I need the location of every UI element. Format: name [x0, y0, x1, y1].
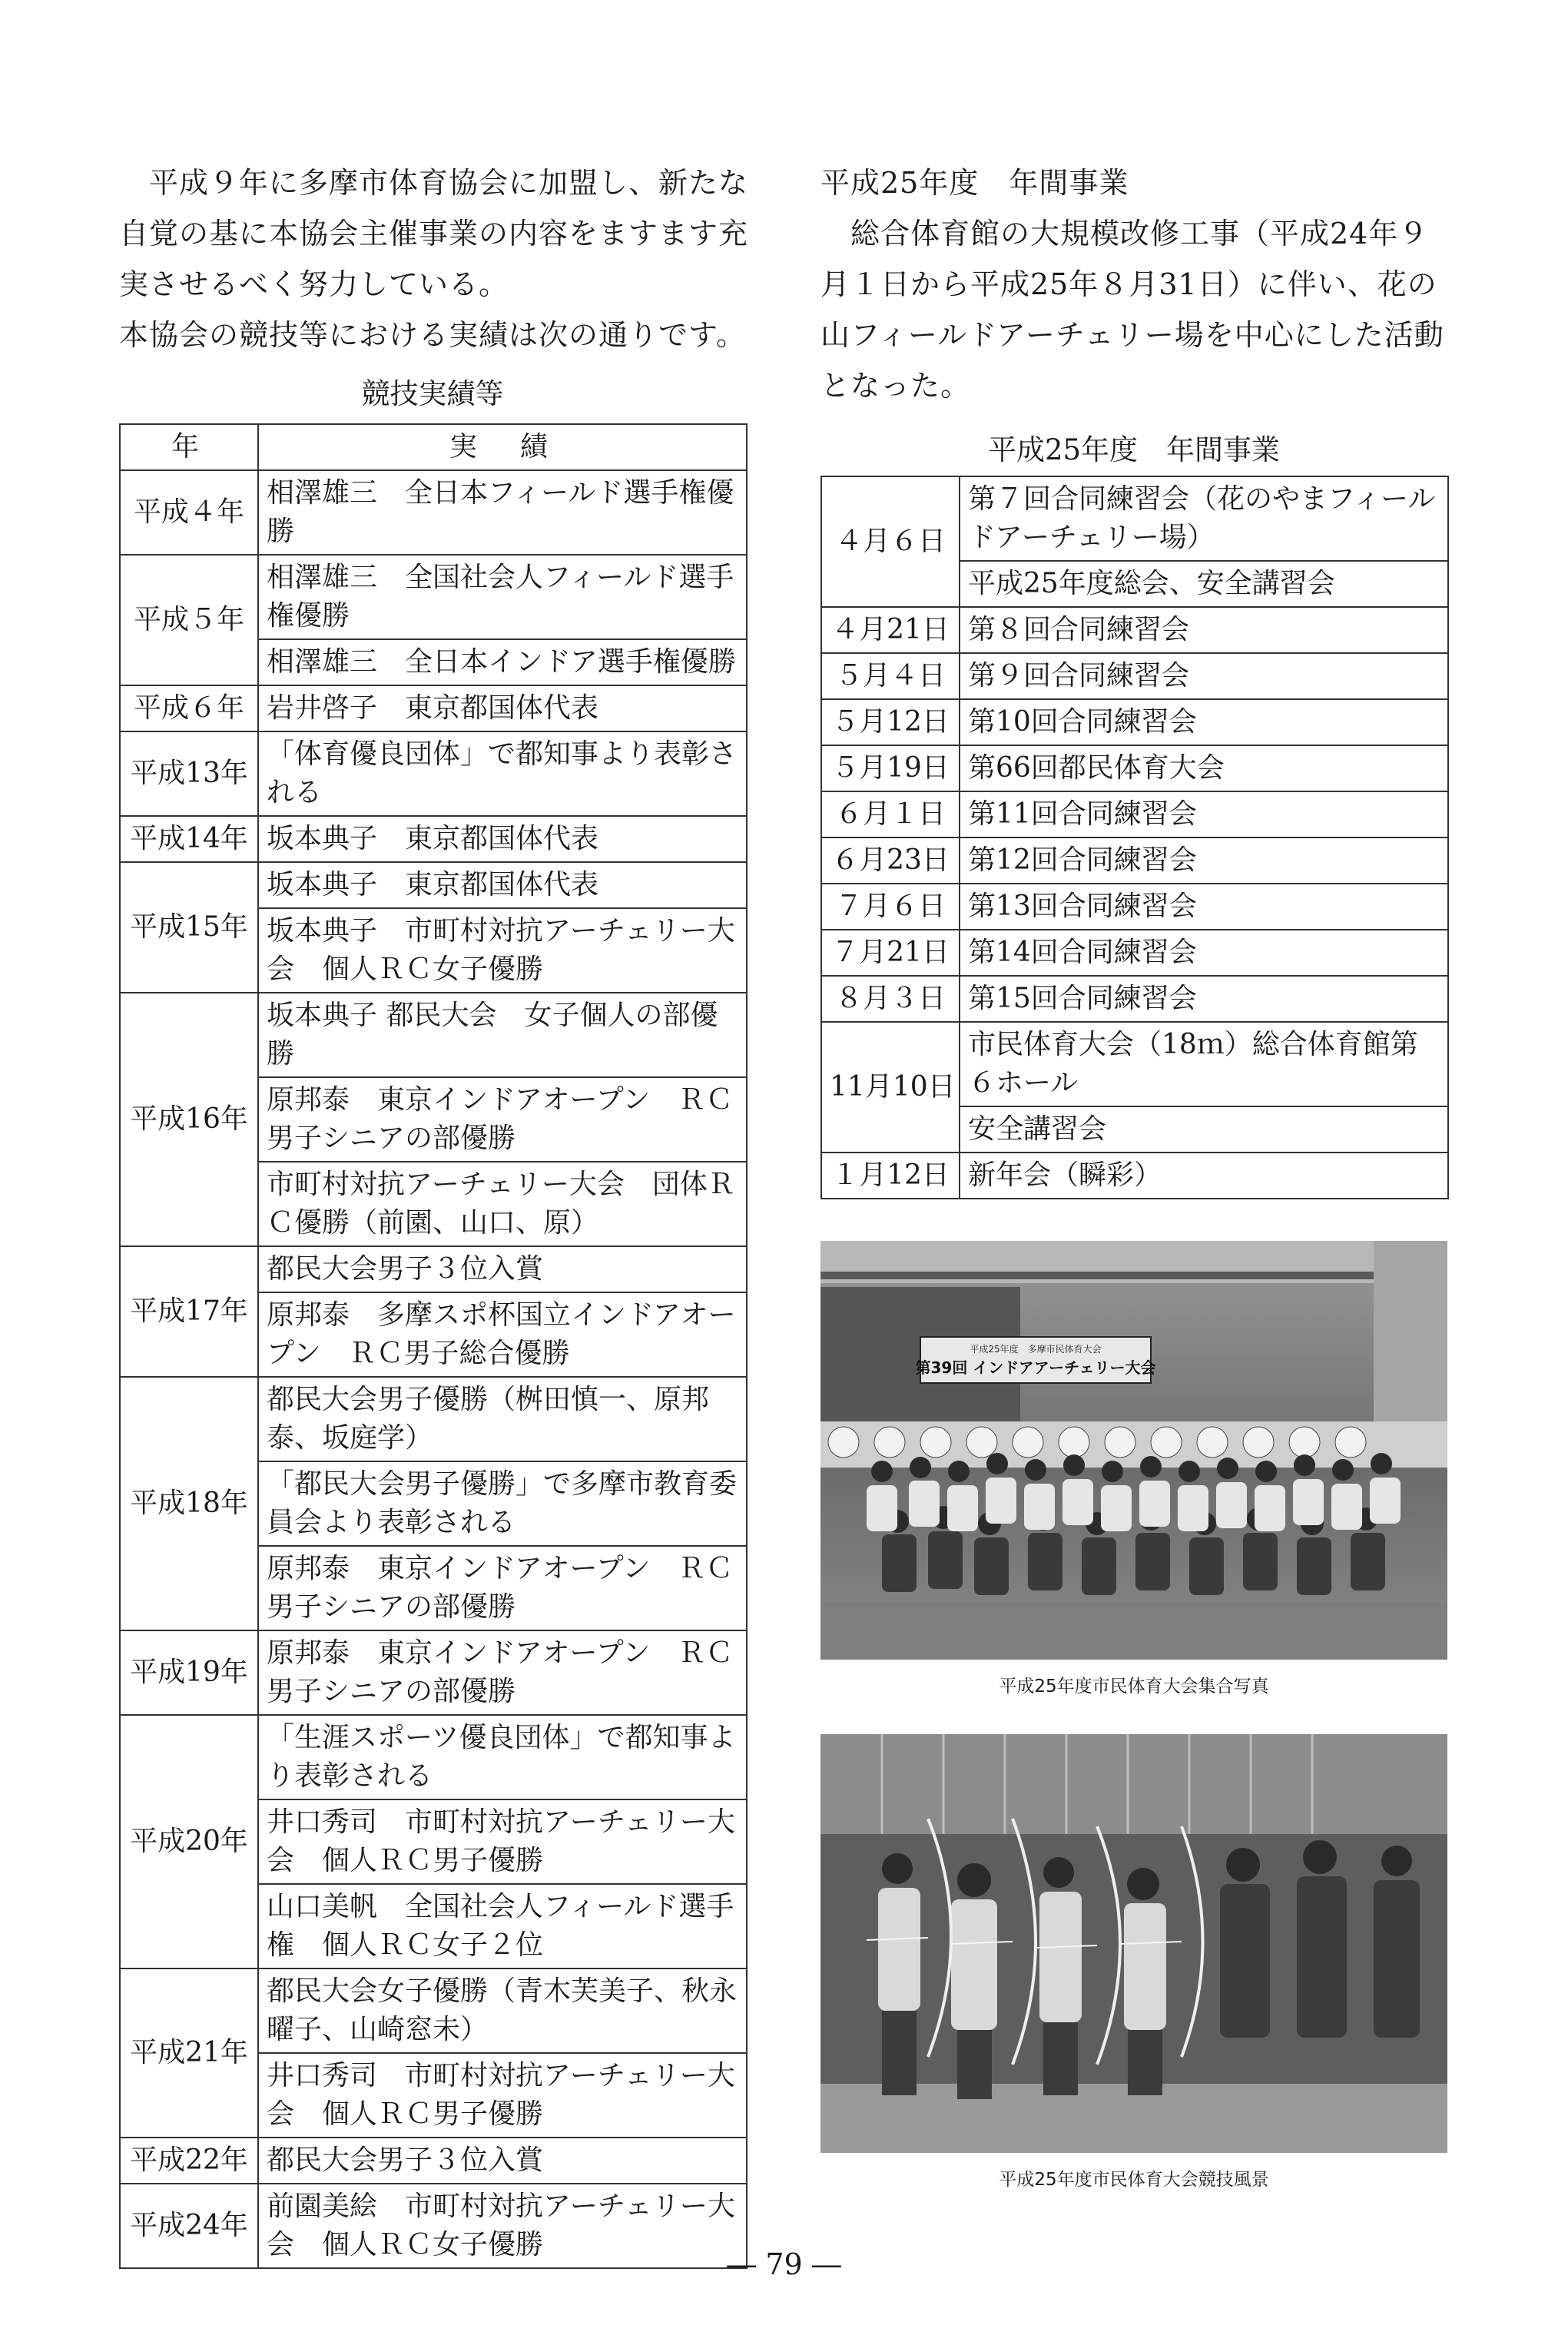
date-cell: １月12日	[821, 1153, 960, 1199]
table-row	[821, 976, 1448, 1022]
date-cell: ７月６日	[821, 884, 960, 930]
banner-title: 第39回 インドアアーチェリー大会	[915, 1358, 1156, 1377]
date-cell: ５月19日	[821, 745, 960, 791]
banner-subtitle: 平成25年度 多摩市民体育大会	[970, 1344, 1102, 1355]
year-cell: 平成14年	[120, 816, 258, 862]
year-cell: 平成20年	[120, 1715, 258, 1968]
achievement-cell: 相澤雄三 全日本フィールド選手権優勝	[258, 470, 747, 555]
events-body	[821, 476, 1448, 1199]
table-row	[120, 1630, 747, 1715]
achievement-cell: 「都民大会男子優勝」で多摩市教育委員会より表彰される	[258, 1461, 747, 1546]
table-row	[120, 470, 747, 555]
date-cell: ４月21日	[821, 607, 960, 653]
achievement-cell: 原邦泰 東京インドアオープン ＲＣ男子シニアの部優勝	[258, 1546, 747, 1630]
achievement-cell: 相澤雄三 全国社会人フィールド選手権優勝	[258, 555, 747, 639]
year-cell: 平成19年	[120, 1630, 258, 1715]
date-cell: ７月21日	[821, 930, 960, 976]
achievement-cell: 井口秀司 市町村対抗アーチェリー大会 個人ＲＣ男子優勝	[258, 1799, 747, 1884]
table-row	[821, 1022, 1448, 1106]
achievement-cell: 坂本典子 東京都国体代表	[258, 862, 747, 908]
achievement-cell: 原邦泰 多摩スポ杯国立インドアオープン ＲＣ男子総合優勝	[258, 1292, 747, 1377]
table-row	[821, 791, 1448, 837]
event-cell: 第９回合同練習会	[960, 653, 1448, 699]
event-cell: 第12回合同練習会	[960, 837, 1448, 884]
year-cell: 平成17年	[120, 1246, 258, 1377]
achievement-cell: 都民大会男子３位入賞	[258, 1246, 747, 1292]
event-cell: 第13回合同練習会	[960, 884, 1448, 930]
achievement-cell: 坂本典子 市町村対抗アーチェリー大会 個人ＲＣ女子優勝	[258, 908, 747, 993]
achievement-cell: 坂本典子 東京都国体代表	[258, 816, 747, 862]
annual-events-heading: 平成25年度 年間事業	[820, 166, 1129, 200]
event-cell: 第７回合同練習会（花のやまフィールドアーチェリー場）	[960, 476, 1448, 561]
achievement-cell: 岩井啓子 東京都国体代表	[258, 685, 747, 731]
table-row	[120, 555, 747, 639]
event-cell: 第10回合同練習会	[960, 699, 1448, 745]
achievement-cell: 山口美帆 全国社会人フィールド選手権 個人ＲＣ女子２位	[258, 1884, 747, 1968]
achievement-cell: 都民大会男子優勝（桝田慎一、原邦泰、坂庭学）	[258, 1377, 747, 1461]
date-cell: ５月４日	[821, 653, 960, 699]
table-row	[821, 745, 1448, 791]
event-cell: 新年会（瞬彩）	[960, 1153, 1448, 1199]
achievements-table-title: 競技実績等	[361, 377, 504, 410]
table-row	[821, 699, 1448, 745]
annual-events-paragraph: 総合体育館の大規模改修工事（平成24年９月１日から平成25年８月31日）に伴い、花の山フィールドアーチェリー場を中心にした活動となった。	[820, 217, 1444, 403]
table-row	[821, 653, 1448, 699]
date-cell: ６月１日	[821, 791, 960, 837]
year-cell: 平成16年	[120, 993, 258, 1246]
event-cell: 市民体育大会（18ｍ）総合体育館第６ホール	[960, 1022, 1448, 1106]
table-row	[120, 2138, 747, 2184]
achievement-cell: 原邦泰 東京インドアオープン ＲＣ男子シニアの部優勝	[258, 1630, 747, 1715]
year-cell: 平成21年	[120, 1968, 258, 2138]
year-cell: 平成13年	[120, 731, 258, 816]
achievement-cell: 相澤雄三 全日本インドア選手権優勝	[258, 639, 747, 685]
event-cell: 第15回合同練習会	[960, 976, 1448, 1022]
achievement-cell: 井口秀司 市町村対抗アーチェリー大会 個人ＲＣ男子優勝	[258, 2053, 747, 2138]
table-header-row	[120, 424, 747, 470]
year-cell: 平成４年	[120, 470, 258, 555]
competition-photo	[820, 1734, 1447, 2153]
date-cell: 11月10日	[821, 1022, 960, 1153]
year-cell: 平成24年	[120, 2184, 258, 2268]
event-cell: 第14回合同練習会	[960, 930, 1448, 976]
date-cell: ８月３日	[821, 976, 960, 1022]
table-row	[120, 816, 747, 862]
table-row	[120, 1968, 747, 2053]
results-intro: 本協会の競技等における実績は次の通りです。	[119, 318, 746, 352]
table-row	[821, 837, 1448, 884]
table-row	[821, 607, 1448, 653]
table-row	[120, 685, 747, 731]
column-header-year: 年	[120, 424, 258, 470]
group-photo-caption: 平成25年度市民体育大会集合写真	[999, 1677, 1269, 1697]
page-number: ― 79 ―	[727, 2247, 841, 2281]
year-cell: 平成15年	[120, 862, 258, 993]
achievement-cell: 「生涯スポーツ優良団体」で都知事より表彰される	[258, 1715, 747, 1799]
achievement-cell: 坂本典子 都民大会 女子個人の部優勝	[258, 993, 747, 1077]
event-cell: 安全講習会	[960, 1106, 1448, 1153]
year-cell: 平成18年	[120, 1377, 258, 1630]
table-row	[120, 1715, 747, 1799]
column-header-results: 実 績	[258, 424, 747, 470]
achievement-cell: 都民大会男子３位入賞	[258, 2138, 747, 2184]
achievements-body	[120, 470, 747, 2268]
table-row	[120, 1377, 747, 1461]
date-cell: ５月12日	[821, 699, 960, 745]
event-cell: 第11回合同練習会	[960, 791, 1448, 837]
year-cell: 平成５年	[120, 555, 258, 685]
table-row	[821, 1153, 1448, 1199]
date-cell: ４月６日	[821, 476, 960, 607]
intro-paragraph: 平成９年に多摩市体育協会に加盟し、新たな自覚の基に本協会主催事業の内容をますます充実させるべく努力している。	[119, 166, 749, 301]
table-row	[821, 476, 1448, 561]
event-cell: 第66回都民体育大会	[960, 745, 1448, 791]
achievement-cell: 前園美絵 市町村対抗アーチェリー大会 個人ＲＣ女子優勝	[258, 2184, 747, 2268]
group-photo	[820, 1241, 1447, 1660]
table-row	[120, 1246, 747, 1292]
achievement-cell: 市町村対抗アーチェリー大会 団体ＲＣ優勝（前園、山口、原）	[258, 1162, 747, 1246]
achievement-cell: 「体育優良団体」で都知事より表彰される	[258, 731, 747, 816]
year-cell: 平成22年	[120, 2138, 258, 2184]
date-cell: ６月23日	[821, 837, 960, 884]
events-table-title: 平成25年度 年間事業	[987, 433, 1281, 466]
event-cell: 第８回合同練習会	[960, 607, 1448, 653]
table-row	[120, 993, 747, 1077]
table-row	[821, 884, 1448, 930]
competition-photo-caption: 平成25年度市民体育大会競技風景	[999, 2170, 1269, 2190]
table-row	[120, 731, 747, 816]
table-row	[120, 862, 747, 908]
achievement-cell: 原邦泰 東京インドアオープン ＲＣ男子シニアの部優勝	[258, 1077, 747, 1162]
achievement-cell: 都民大会女子優勝（青木芙美子、秋永曜子、山崎窓未）	[258, 1968, 747, 2053]
event-cell: 平成25年度総会、安全講習会	[960, 561, 1448, 607]
year-cell: 平成６年	[120, 685, 258, 731]
achievements-table	[119, 423, 748, 2269]
events-table	[820, 476, 1449, 1199]
table-row	[821, 930, 1448, 976]
